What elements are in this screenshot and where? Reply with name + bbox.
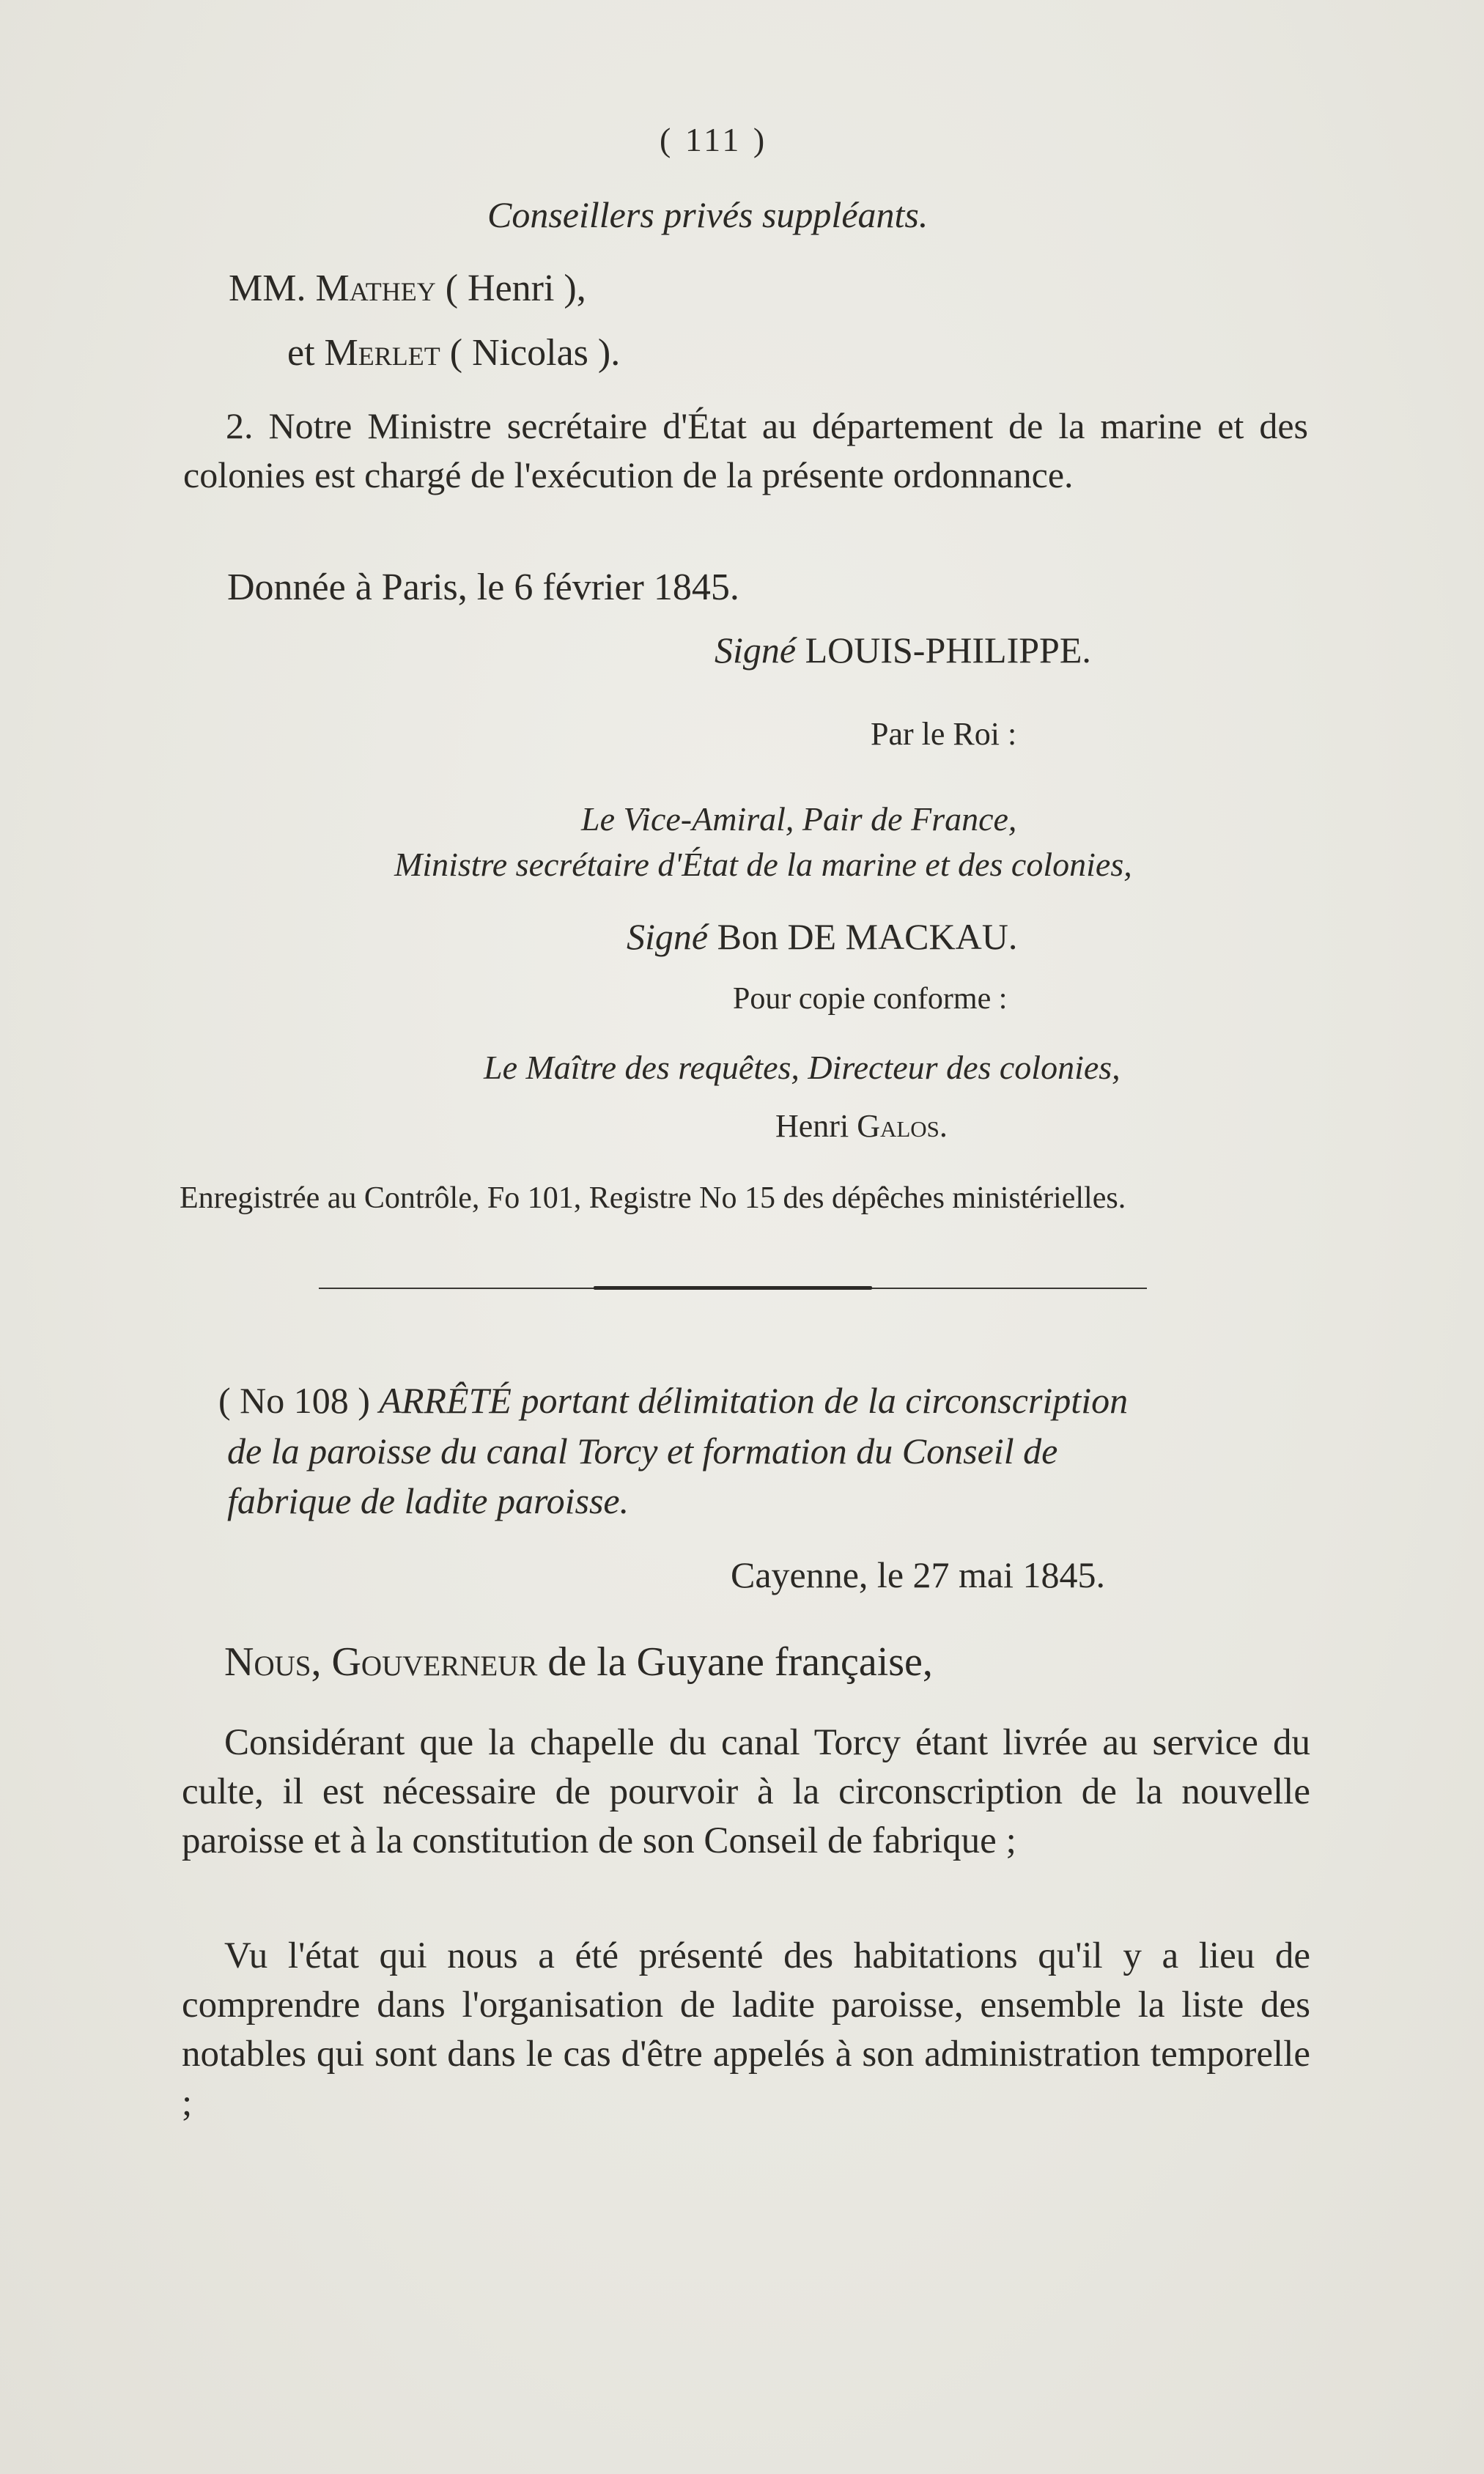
nous-word: Nous, bbox=[224, 1639, 322, 1685]
separator-center-bar bbox=[594, 1286, 872, 1290]
member-given-name: ( Nicolas ). bbox=[449, 332, 621, 374]
arrete-number: ( No 108 ) bbox=[218, 1380, 370, 1421]
vu-paragraph: Vu l'état qui nous a été présenté des habitations qu'il y a lieu de comprendre dans l'organisation de ladite paroisse, ensemble la liste des notables qui sont dans le cas d'être appelés à son administration temporelle ; bbox=[182, 1935, 1310, 2124]
vice-admiral-line: Le Vice-Amiral, Pair de France, bbox=[581, 800, 1017, 838]
member-line-2 bbox=[287, 334, 620, 372]
king-signature bbox=[715, 629, 1091, 671]
member-line-1 bbox=[229, 267, 586, 309]
signed-name: LOUIS-PHILIPPE. bbox=[805, 629, 1091, 671]
member-given-name: ( Henri ), bbox=[445, 267, 586, 309]
member-name: Merlet bbox=[324, 332, 440, 374]
nous-gouverneur-line bbox=[224, 1639, 933, 1685]
arrete-title-line-1 bbox=[218, 1382, 1128, 1419]
certified-copy-line: Pour copie conforme : bbox=[733, 982, 1008, 1016]
place-date-line: Cayenne, le 27 mai 1845. bbox=[731, 1554, 1105, 1595]
article-2-paragraph: 2. Notre Ministre secrétaire d'État au département de la marine et des colonies est chargé de l'exécution de la présente ordonnance. bbox=[183, 405, 1308, 495]
galos-first-name: Henri bbox=[775, 1108, 849, 1144]
member-prefix: MM. bbox=[229, 267, 306, 309]
signed-name: Bon DE MACKAU. bbox=[717, 916, 1018, 957]
signed-label: Signé bbox=[715, 629, 797, 671]
section-heading: Conseillers privés suppléants. bbox=[487, 194, 929, 235]
minister-title-line: Ministre secrétaire d'État de la marine et des colonies, bbox=[394, 846, 1132, 883]
galos-last-name: Galos. bbox=[857, 1108, 948, 1144]
gouverneur-word: Gouverneur bbox=[331, 1639, 538, 1685]
given-at-line: Donnée à Paris, le 6 février 1845. bbox=[227, 566, 739, 608]
by-king-line: Par le Roi : bbox=[871, 716, 1017, 752]
registration-line: Enregistrée au Contrôle, Fo 101, Registre No 15 des dépêches ministérielles. bbox=[180, 1181, 1126, 1215]
arrete-caps: ARRÊTÉ bbox=[379, 1380, 512, 1421]
maitre-requetes-line: Le Maître des requêtes, Directeur des colonies, bbox=[484, 1049, 1121, 1086]
considerant-paragraph: Considérant que la chapelle du canal Torcy étant livrée au service du culte, il est nécessaire de pourvoir à la circonscription de la nouvelle paroisse et à la constitution de son Conseil de fabrique ; bbox=[182, 1722, 1310, 1861]
galos-signature bbox=[775, 1110, 948, 1142]
arrete-title-rest: portant délimitation de la circonscription bbox=[520, 1380, 1129, 1421]
page-number: ( 111 ) bbox=[660, 121, 768, 158]
arrete-title-line-2: de la paroisse du canal Torcy et formation du Conseil de bbox=[227, 1430, 1058, 1472]
member-prefix: et bbox=[287, 332, 315, 374]
mackau-signature bbox=[627, 918, 1017, 955]
member-name: Mathey bbox=[315, 267, 436, 309]
arrete-title-line-3: fabrique de ladite paroisse. bbox=[227, 1480, 630, 1521]
signed-label: Signé bbox=[627, 916, 709, 957]
guyane-phrase: de la Guyane française, bbox=[547, 1639, 933, 1685]
